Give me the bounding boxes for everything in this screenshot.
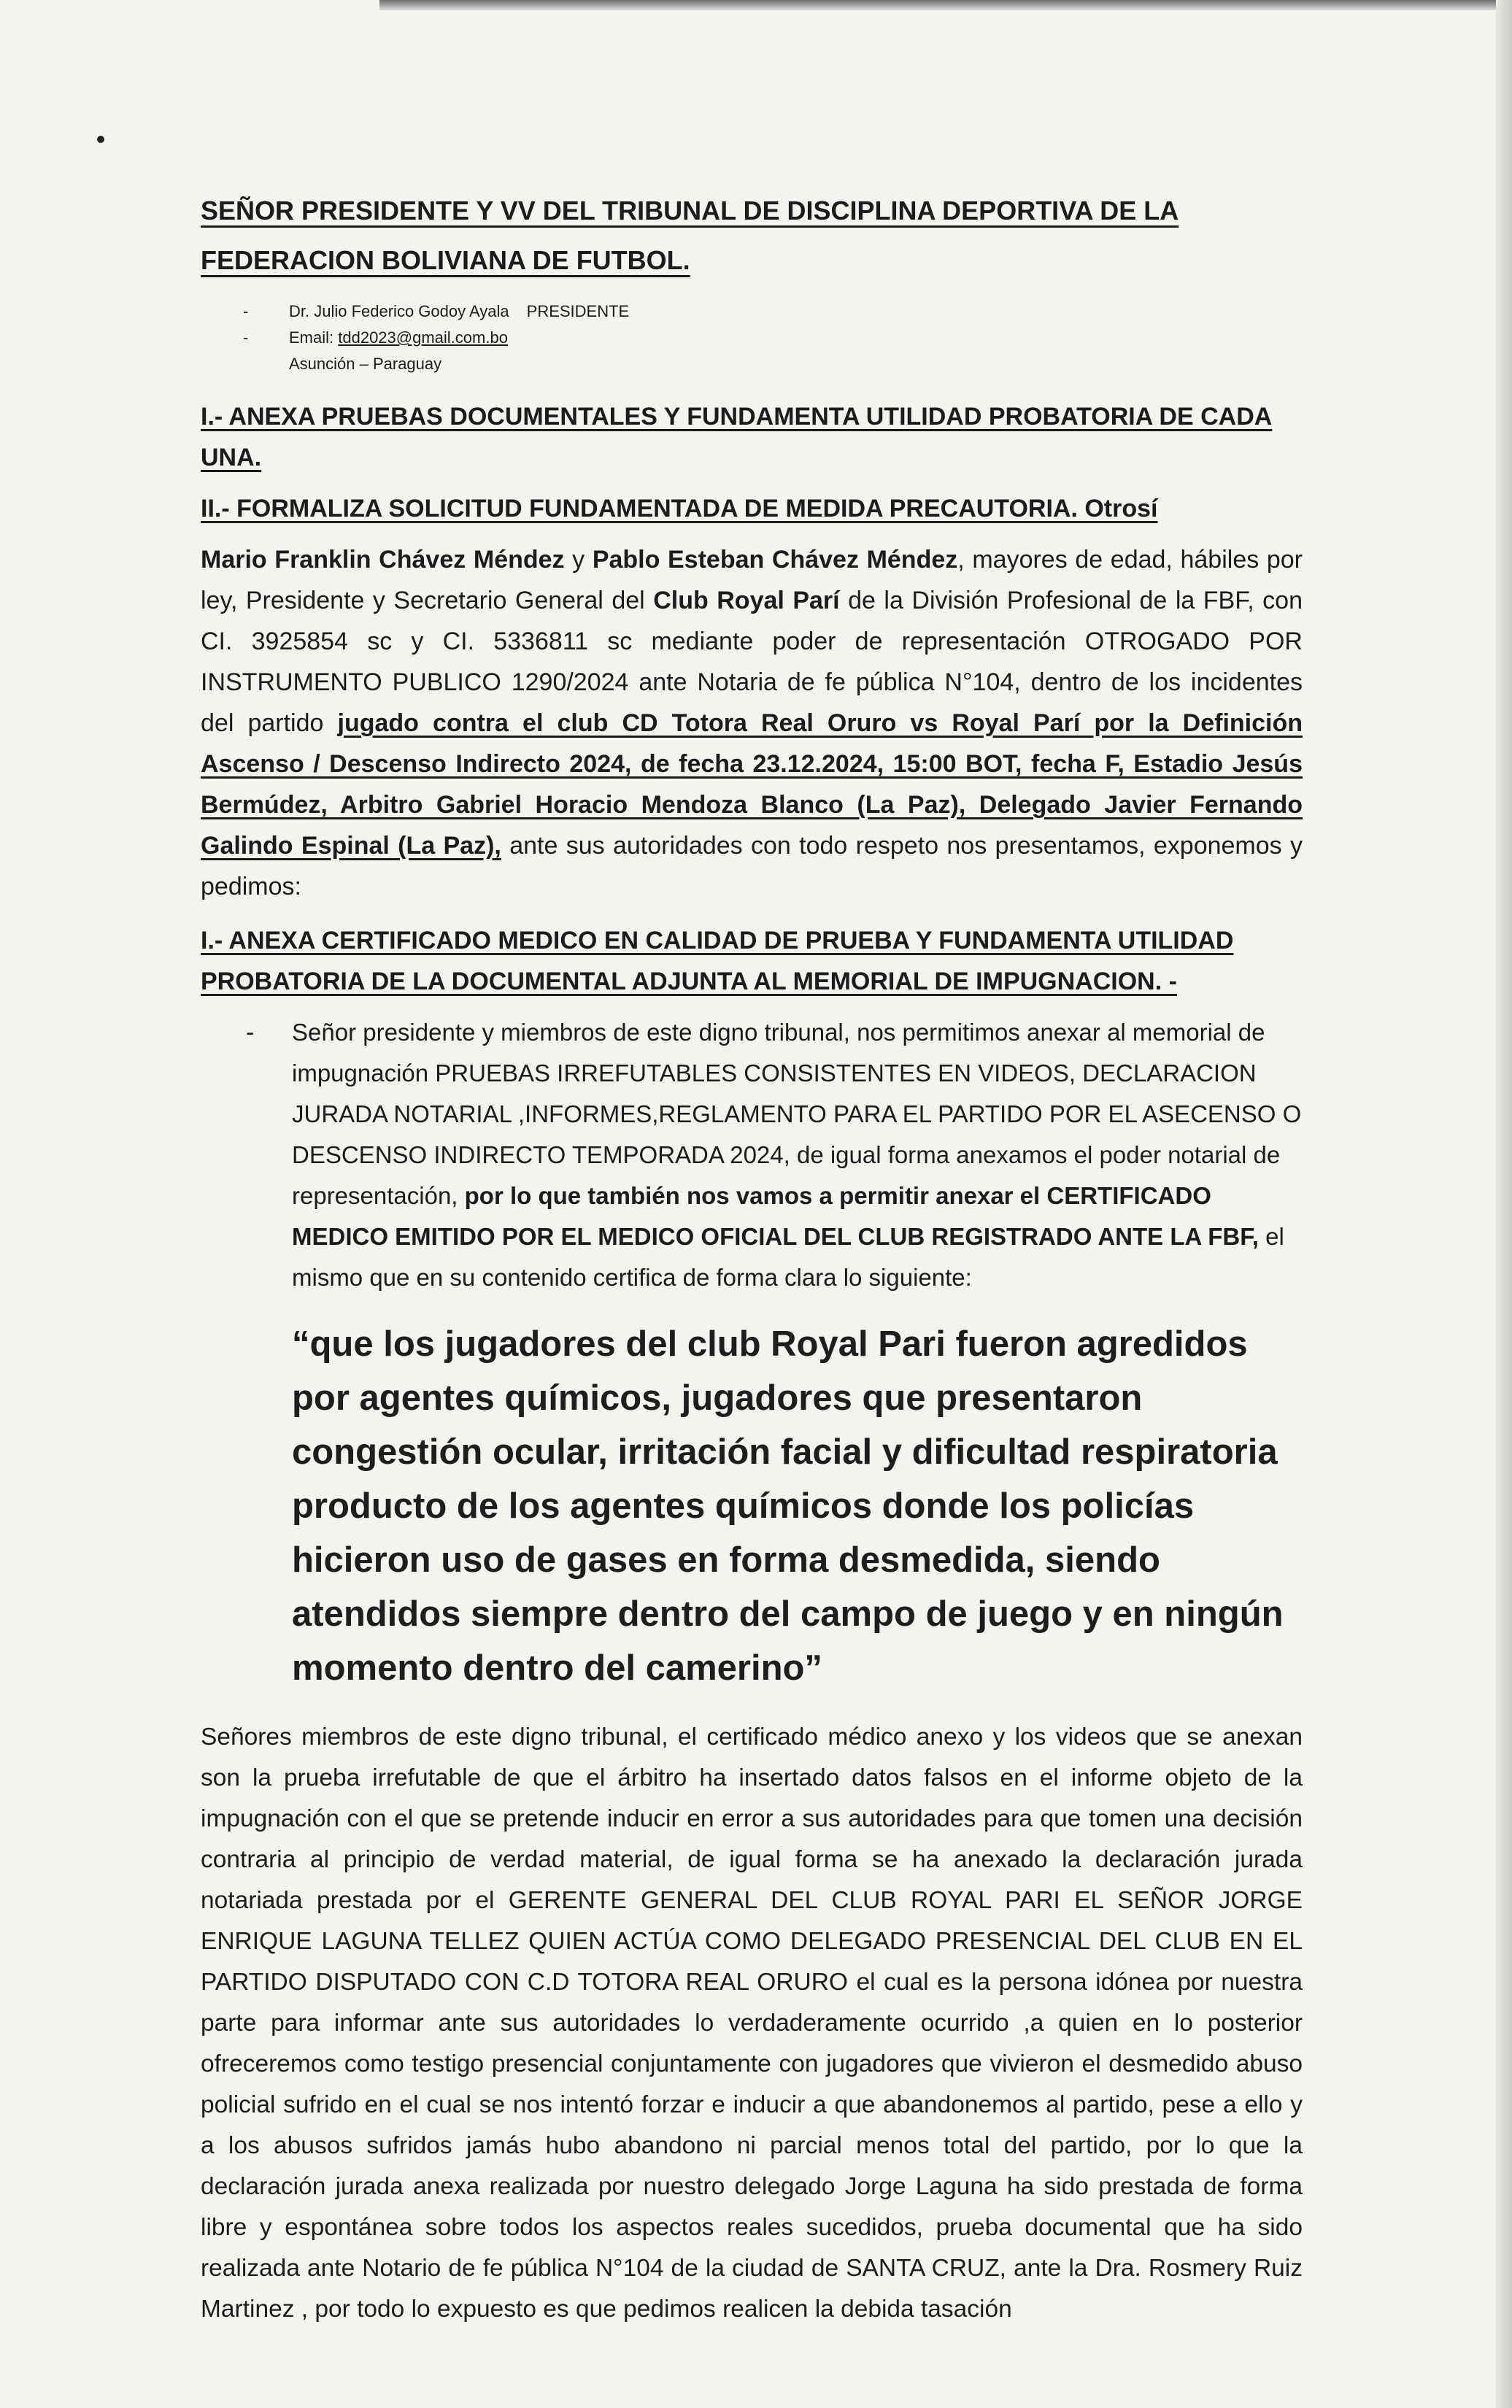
- contact-name: Dr. Julio Federico Godoy Ayala: [289, 302, 509, 320]
- contact-location: Asunción – Paraguay: [289, 355, 442, 373]
- heading-certificado-medico: I.- ANEXA CERTIFICADO MEDICO EN CALIDAD DE PRUEBA Y FUNDAMENTA UTILIDAD PROBATORIA DE LA DOCUMENTAL ADJUNTA AL MEMORIAL DE IMPUGNACION. -: [201, 927, 1234, 995]
- intro-match-details: jugado contra el club CD Totora Real Oruro vs Royal Parí por la Definición Ascenso / Descenso Indirecto 2024, de fecha 23.12.2024, 15:00 BOT, fecha F, Estadio Jesús Bermúdez, Arbitro Gabriel Horacio Mendoza Blanco (La Paz), Delegado Javier Fernando Galindo Espinal (La Paz),: [201, 709, 1303, 860]
- intro-name-2: Pablo Esteban Chávez Méndez: [592, 546, 958, 574]
- bullet-end-text: el mismo que en su contenido certifica de forma clara lo siguiente:: [292, 1223, 1284, 1291]
- contact-email-line: [201, 325, 1303, 351]
- heading-anexa-pruebas: I.- ANEXA PRUEBAS DOCUMENTALES Y FUNDAMENTA UTILIDAD PROBATORIA DE CADA UNA.: [201, 403, 1273, 471]
- contact-role: PRESIDENTE: [526, 302, 630, 320]
- intro-club: Club Royal Parí: [653, 587, 840, 614]
- intro-paragraph: [201, 539, 1303, 907]
- document-page: [201, 186, 1303, 2330]
- bullet-text: Señor presidente y miembros de este digno tribunal, nos permitimos anexar al memorial de impugnación PRUEBAS IRREFUTABLES CONSISTENTES EN VIDEOS, DECLARACION JURADA NOTARIAL ,INFORMES,REGLAMENTO PARA EL PARTIDO POR EL ASECENSO O DESCENSO INDIRECTO TEMPORADA 2024, de igual forma anexamos el poder notarial de representación,: [292, 1019, 1302, 1209]
- certificate-quote: “que los jugadores del club Royal Pari fueron agredidos por agentes químicos, jugadores que presentaron congestión ocular, irritación facial y dificultad respiratoria producto de los agentes químicos donde los policías hicieron uso de gases en forma desmedida, siendo atendidos siempre dentro del campo de juego y en ningún momento dentro del camerino”: [292, 1324, 1284, 1688]
- closing-paragraph: Señores miembros de este digno tribunal, el certificado médico anexo y los videos que se anexan son la prueba irrefutable de que el árbitro ha insertado datos falsos en el informe objeto de la impugnación con el que se pretende inducir en error a sus autoridades para que tomen una decisión contraria al principio de verdad material, de igual forma se ha anexado la declaración jurada notariada prestada por el GERENTE GENERAL DEL CLUB ROYAL PARI EL SEÑOR JORGE ENRIQUE LAGUNA TELLEZ QUIEN ACTÚA COMO DELEGADO PRESENCIAL DEL CLUB EN EL PARTIDO DISPUTADO CON C.D TOTORA REAL ORURO el cual es la persona idónea por nuestra parte para informar ante sus autoridades lo verdaderamente ocurrido ,a quien en lo posterior ofreceremos como testigo presencial conjuntamente con jugadores que vivieron el desmedido abuso policial sufrido en el cual se nos intentó forzar e inducir a que abandonemos al partido, pese a ello y a los abusos sufridos jamás hubo abandono ni parcial menos total del partido, por lo que la declaración jurada anexa realizada por nuestro delegado Jorge Laguna ha sido prestada de forma libre y espontánea sobre todos los aspectos reales sucedidos, prueba documental que ha sido realizada ante Notario de fe pública N°104 de la ciudad de SANTA CRUZ, ante la Dra. Rosmery Ruiz Martinez , por todo lo expuesto es que pedimos realicen la debida tasación: [201, 1724, 1303, 2323]
- intro-text-1: , mayores de edad, hábiles por ley, Presidente y Secretario General del: [201, 546, 1303, 614]
- bullet-bold-text: por lo que también nos vamos a permitir anexar el CERTIFICADO MEDICO EMITIDO POR EL MEDICO OFICIAL DEL CLUB REGISTRADO ANTE LA FBF,: [292, 1182, 1259, 1250]
- contact-name-line: [201, 298, 1303, 325]
- intro-text-2: de la División Profesional de la FBF, con CI. 3925854 sc y CI. 5336811 sc mediante poder de representación OTROGADO POR INSTRUMENTO PUBLICO 1290/2024 ante Notaria de fe pública N°104, dentro de los incidentes del partido: [201, 587, 1303, 737]
- intro-name-1: Mario Franklin Chávez Méndez: [201, 546, 565, 574]
- intro-conj: y: [564, 546, 593, 574]
- document-title: SEÑOR PRESIDENTE Y VV DEL TRIBUNAL DE DISCIPLINA DEPORTIVA DE LA FEDERACION BOLIVIANA DE FUTBOL.: [201, 196, 1179, 275]
- scan-right-edge: [1496, 0, 1512, 2408]
- scan-top-edge: [379, 0, 1503, 10]
- email-label: Email:: [289, 328, 339, 347]
- stray-mark: [97, 136, 104, 143]
- bullet-paragraph: [292, 1012, 1303, 1298]
- intro-text-3: ante sus autoridades con todo respeto nos presentamos, exponemos y pedimos:: [201, 832, 1303, 900]
- heading-medida-precautoria: II.- FORMALIZA SOLICITUD FUNDAMENTADA DE MEDIDA PRECAUTORIA. Otrosí: [201, 495, 1158, 522]
- recipient-contacts: [201, 298, 1303, 377]
- contact-email[interactable]: tdd2023@gmail.com.bo: [338, 328, 508, 347]
- bullet-item: [201, 1012, 1303, 1298]
